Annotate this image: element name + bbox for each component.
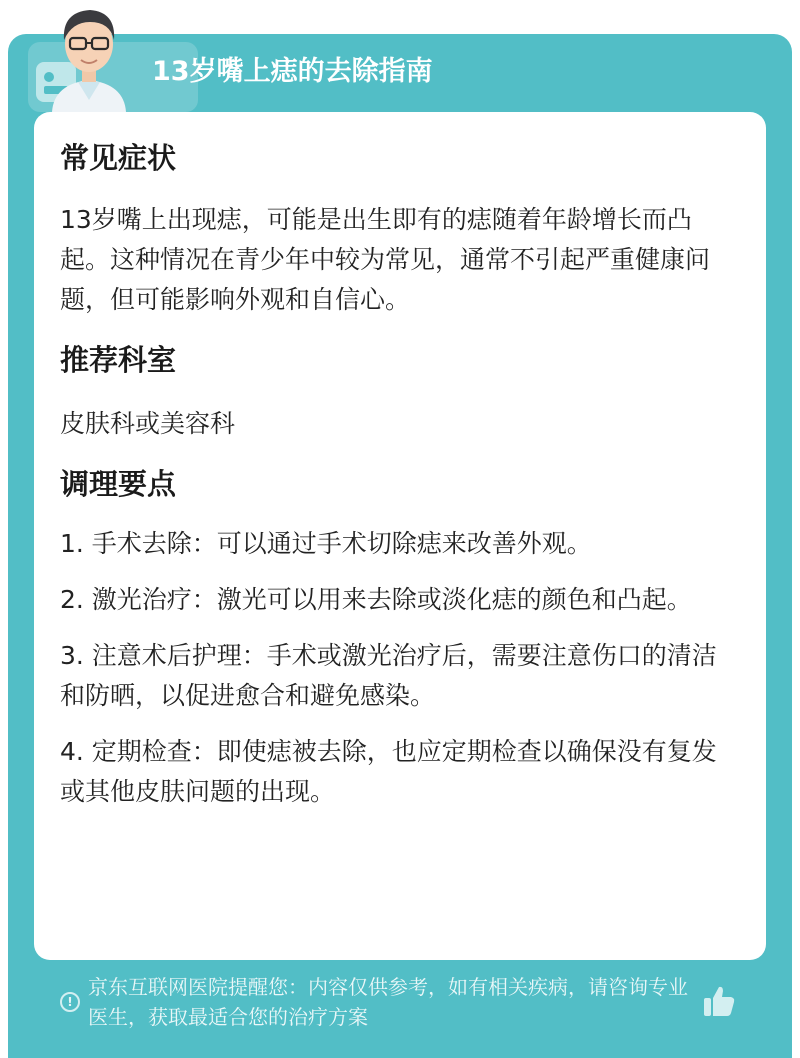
list-item: 3. 注意术后护理：手术或激光治疗后，需要注意伤口的清洁和防晒，以促进愈合和避免感染。 xyxy=(60,641,717,710)
doctor-avatar xyxy=(44,0,134,112)
thumbs-up-icon[interactable] xyxy=(700,982,738,1020)
disclaimer-text: 京东互联网医院提醒您：内容仅供参考，如有相关疾病，请咨询专业医生，获取最适合您的治疗方案 xyxy=(88,975,688,1029)
section-title-symptoms: 常见症状 xyxy=(60,141,177,175)
department-text: 皮肤科或美容科 xyxy=(60,409,236,438)
list-item: 4. 定期检查：即使痣被去除，也应定期检查以确保没有复发或其他皮肤问题的出现。 xyxy=(60,737,717,806)
list-item: 1. 手术去除：可以通过手术切除痣来改善外观。 xyxy=(60,529,592,558)
list-item: 2. 激光治疗：激光可以用来去除或淡化痣的颜色和凸起。 xyxy=(60,585,692,614)
symptoms-text: 13岁嘴上出现痣，可能是出生即有的痣随着年龄增长而凸起。这种情况在青少年中较为常见，通常不引起严重健康问题，但可能影响外观和自信心。 xyxy=(60,205,711,314)
content-card xyxy=(34,112,766,960)
section-title-care: 调理要点 xyxy=(60,467,177,501)
info-icon: ! xyxy=(60,992,80,1012)
section-title-department: 推荐科室 xyxy=(60,343,177,377)
care-list xyxy=(60,524,740,812)
page-title: 13岁嘴上痣的去除指南 xyxy=(152,56,433,87)
footer-disclaimer xyxy=(60,972,700,1032)
